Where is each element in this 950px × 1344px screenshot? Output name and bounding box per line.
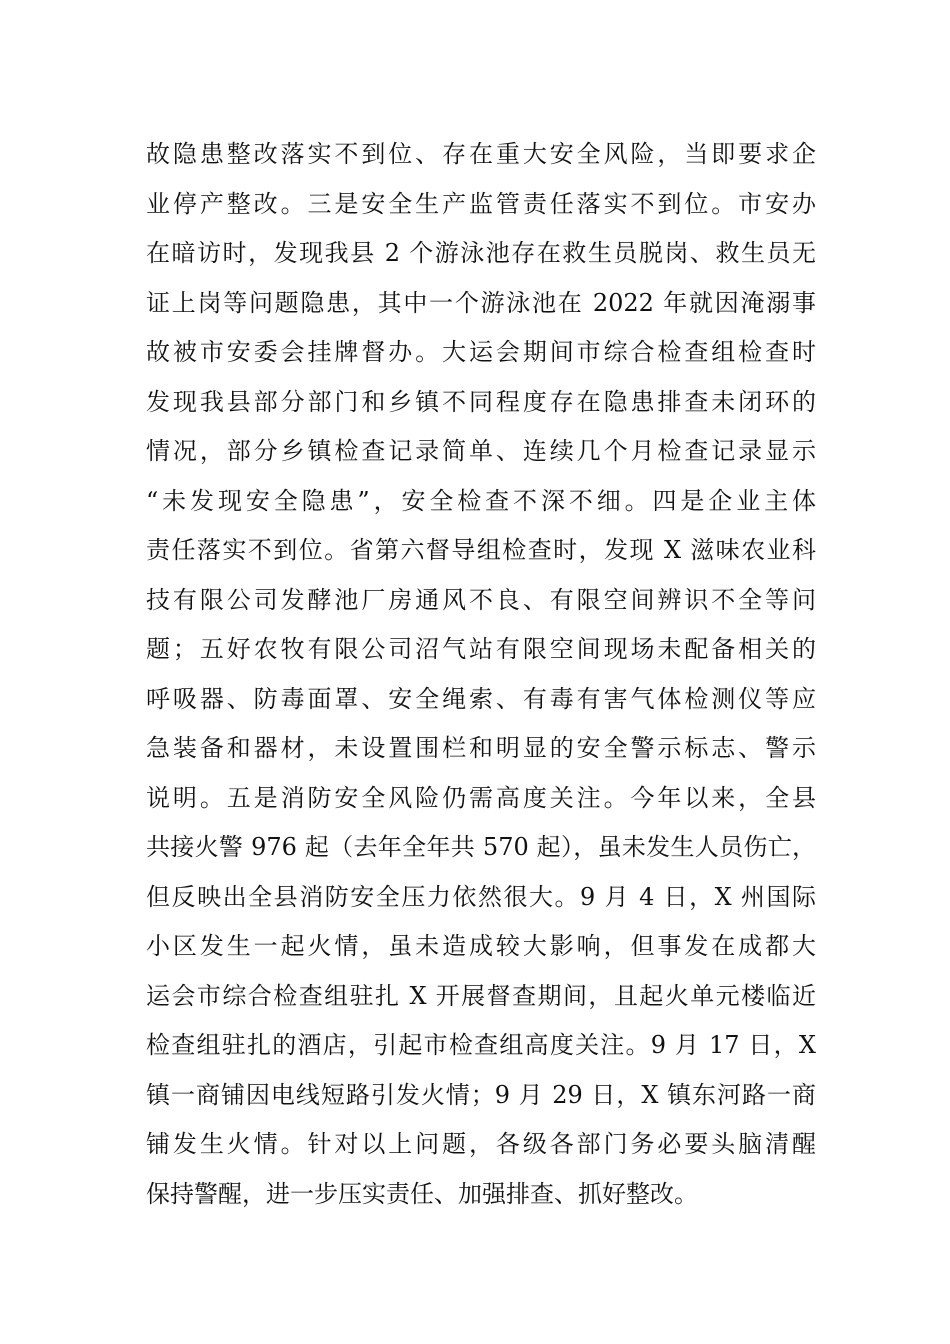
text-line: 急装备和器材，未设置围栏和明显的安全警示标志、警示 (146, 734, 816, 762)
text-line: 业停产整改。三是安全生产监管责任落实不到位。市安办 (146, 189, 816, 218)
text-line: “未发现安全隐患”，安全检查不深不细。四是企业主体 (146, 486, 816, 515)
text-line: 小区发生一起火情，虽未造成较大影响，但事发在成都大 (146, 932, 816, 960)
text-line: 但反映出全县消防安全压力依然很大。9 月 4 日，X 州国际 (146, 882, 816, 911)
text-line: 镇一商铺因电线短路引发火情；9 月 29 日，X 镇东河路一商 (146, 1080, 816, 1109)
text-line: 故被市安委会挂牌督办。大运会期间市综合检查组检查时 (146, 338, 816, 366)
text-line: 检查组驻扎的酒店，引起市检查组高度关注。9 月 17 日，X (146, 1031, 816, 1059)
text-line: 说明。五是消防安全风险仍需高度关注。今年以来，全县 (146, 783, 816, 812)
body-paragraph (146, 130, 816, 1219)
text-line: 故隐患整改落实不到位、存在重大安全风险，当即要求企 (146, 140, 816, 168)
text-line: 发现我县部分部门和乡镇不同程度存在隐患排查未闭环的 (146, 387, 816, 416)
text-line: 证上岗等问题隐患，其中一个游泳池在 2022 年就因淹溺事 (146, 288, 816, 317)
text-line-last: 保持警醒，进一步压实责任、加强排查、抓好整改。 (146, 1179, 698, 1208)
text-line: 呼吸器、防毒面罩、安全绳索、有毒有害气体检测仪等应 (146, 684, 816, 713)
text-line: 题；五好农牧有限公司沼气站有限空间现场未配备相关的 (146, 635, 816, 663)
text-line: 共接火警 976 起（去年全年共 570 起），虽未发生人员伤亡， (146, 833, 816, 861)
text-line: 在暗访时，发现我县 2 个游泳池存在救生员脱岗、救生员无 (146, 239, 816, 267)
text-line: 情况，部分乡镇检查记录简单、连续几个月检查记录显示 (146, 437, 816, 465)
text-line: 铺发生火情。针对以上问题，各级各部门务必要头脑清醒 (146, 1130, 816, 1158)
text-line: 技有限公司发酵池厂房通风不良、有限空间辨识不全等问 (146, 585, 816, 614)
text-line: 运会市综合检查组驻扎 X 开展督查期间，且起火单元楼临近 (146, 981, 816, 1010)
text-line: 责任落实不到位。省第六督导组检查时，发现 X 滋味农业科 (146, 536, 816, 564)
